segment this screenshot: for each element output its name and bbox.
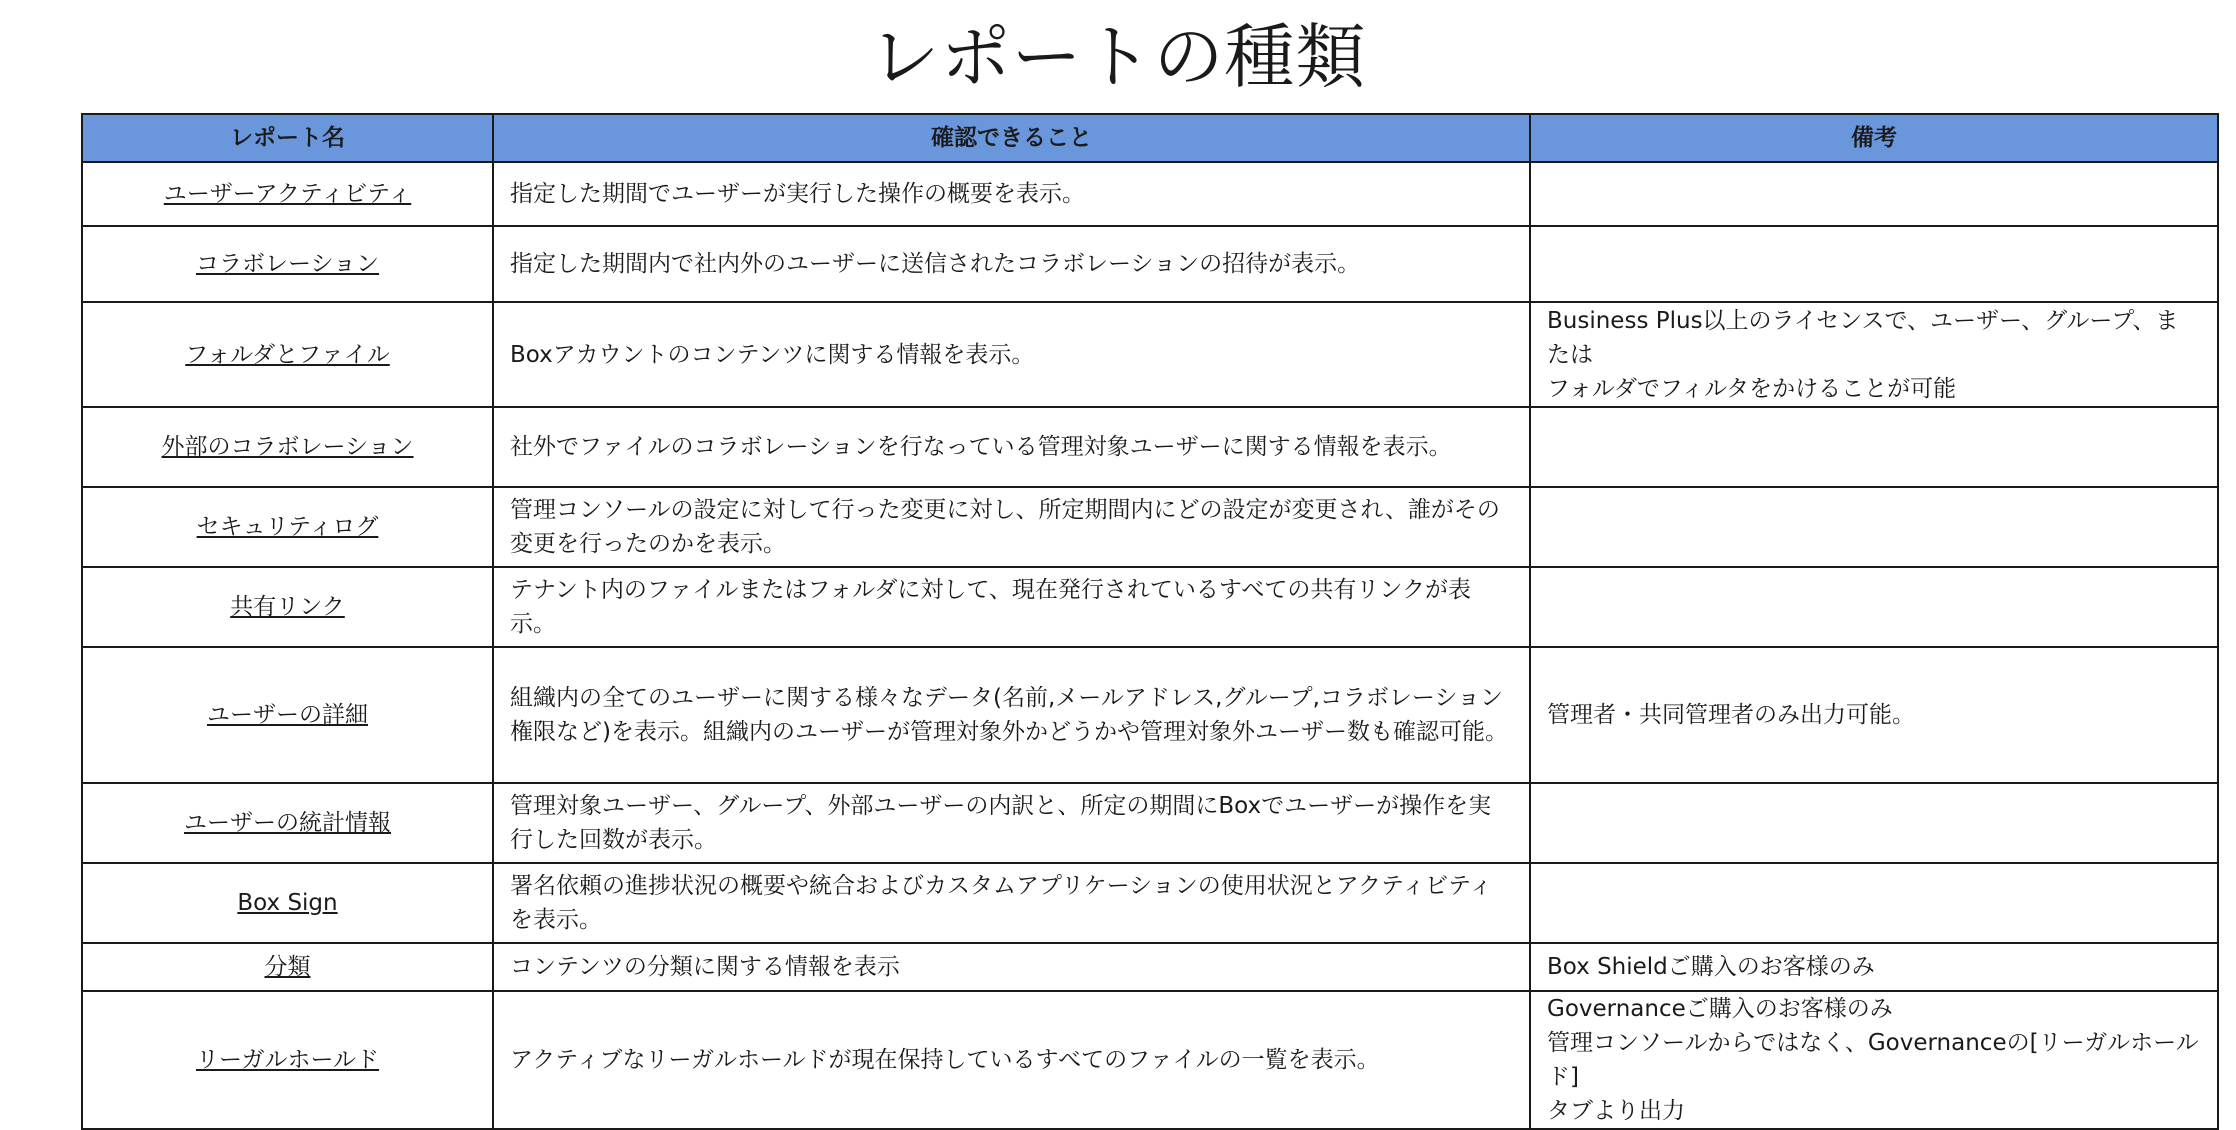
- column-header-notes: 備考: [1530, 114, 2218, 162]
- column-header-description: 確認できること: [493, 114, 1530, 162]
- report-name-link[interactable]: フォルダとファイル: [82, 302, 493, 407]
- table-body: [82, 162, 2218, 1129]
- report-notes: [1530, 783, 2218, 863]
- page-title: レポートの種類: [869, 16, 1367, 98]
- report-notes: [1530, 567, 2218, 647]
- report-description: 社外でファイルのコラボレーションを行なっている管理対象ユーザーに関する情報を表示。: [493, 407, 1530, 487]
- report-name-link[interactable]: 外部のコラボレーション: [82, 407, 493, 487]
- table-row: [82, 943, 2218, 991]
- report-name-link[interactable]: セキュリティログ: [82, 487, 493, 567]
- report-notes: [1530, 991, 2218, 1129]
- report-name-link[interactable]: ユーザーの詳細: [82, 647, 493, 783]
- table-row: [82, 226, 2218, 302]
- report-notes: [1530, 407, 2218, 487]
- report-description: Boxアカウントのコンテンツに関する情報を表示。: [493, 302, 1530, 407]
- table-row: [82, 487, 2218, 567]
- note-line: 管理者・共同管理者のみ出力可能。: [1547, 702, 1915, 728]
- table-row: [82, 407, 2218, 487]
- report-name-link[interactable]: Box Sign: [82, 863, 493, 943]
- note-line: Box Shieldご購入のお客様のみ: [1547, 954, 1875, 980]
- table-row: [82, 991, 2218, 1129]
- report-description: 署名依頼の進捗状況の概要や統合およびカスタムアプリケーションの使用状況とアクティビティを表示。: [493, 863, 1530, 943]
- report-types-table: [81, 113, 2219, 1130]
- note-line: タブより出力: [1547, 1098, 1685, 1124]
- note-line: 管理コンソールからではなく、Governanceの[リーガルホールド]: [1547, 1030, 2199, 1090]
- report-description: 組織内の全てのユーザーに関する様々なデータ(名前,メールアドレス,グループ,コラボレーション権限など)を表示。組織内のユーザーが管理対象外かどうかや管理対象外ユーザー数も確認可能。: [493, 647, 1530, 783]
- table-header-row: [82, 114, 2218, 162]
- report-description: 指定した期間内で社内外のユーザーに送信されたコラボレーションの招待が表示。: [493, 226, 1530, 302]
- report-notes: [1530, 162, 2218, 226]
- report-description: 管理コンソールの設定に対して行った変更に対し、所定期間内にどの設定が変更され、誰がその変更を行ったのかを表示。: [493, 487, 1530, 567]
- report-name-link[interactable]: コラボレーション: [82, 226, 493, 302]
- report-name-link[interactable]: 分類: [82, 943, 493, 991]
- note-line: Governanceご購入のお客様のみ: [1547, 996, 1893, 1022]
- report-notes: [1530, 647, 2218, 783]
- report-description: 管理対象ユーザー、グループ、外部ユーザーの内訳と、所定の期間にBoxでユーザーが操作を実行した回数が表示。: [493, 783, 1530, 863]
- column-header-report-name: レポート名: [82, 114, 493, 162]
- table-row: [82, 567, 2218, 647]
- report-description: コンテンツの分類に関する情報を表示: [493, 943, 1530, 991]
- table-row: [82, 647, 2218, 783]
- table-row: [82, 863, 2218, 943]
- note-line: Business Plus以上のライセンスで、ユーザー、グループ、または: [1547, 307, 2179, 368]
- report-name-link[interactable]: リーガルホールド: [82, 991, 493, 1129]
- report-name-link[interactable]: ユーザーアクティビティ: [82, 162, 493, 226]
- report-description: テナント内のファイルまたはフォルダに対して、現在発行されているすべての共有リンクが表示。: [493, 567, 1530, 647]
- note-line: フォルダでフィルタをかけることが可能: [1547, 375, 1957, 402]
- report-notes: [1530, 943, 2218, 991]
- report-notes: [1530, 863, 2218, 943]
- report-notes: [1530, 226, 2218, 302]
- report-description: 指定した期間でユーザーが実行した操作の概要を表示。: [493, 162, 1530, 226]
- report-notes: [1530, 302, 2218, 407]
- report-description: アクティブなリーガルホールドが現在保持しているすべてのファイルの一覧を表示。: [493, 991, 1530, 1129]
- table-row: [82, 302, 2218, 407]
- table-row: [82, 162, 2218, 226]
- report-name-link[interactable]: ユーザーの統計情報: [82, 783, 493, 863]
- table-row: [82, 783, 2218, 863]
- report-notes: [1530, 487, 2218, 567]
- report-name-link[interactable]: 共有リンク: [82, 567, 493, 647]
